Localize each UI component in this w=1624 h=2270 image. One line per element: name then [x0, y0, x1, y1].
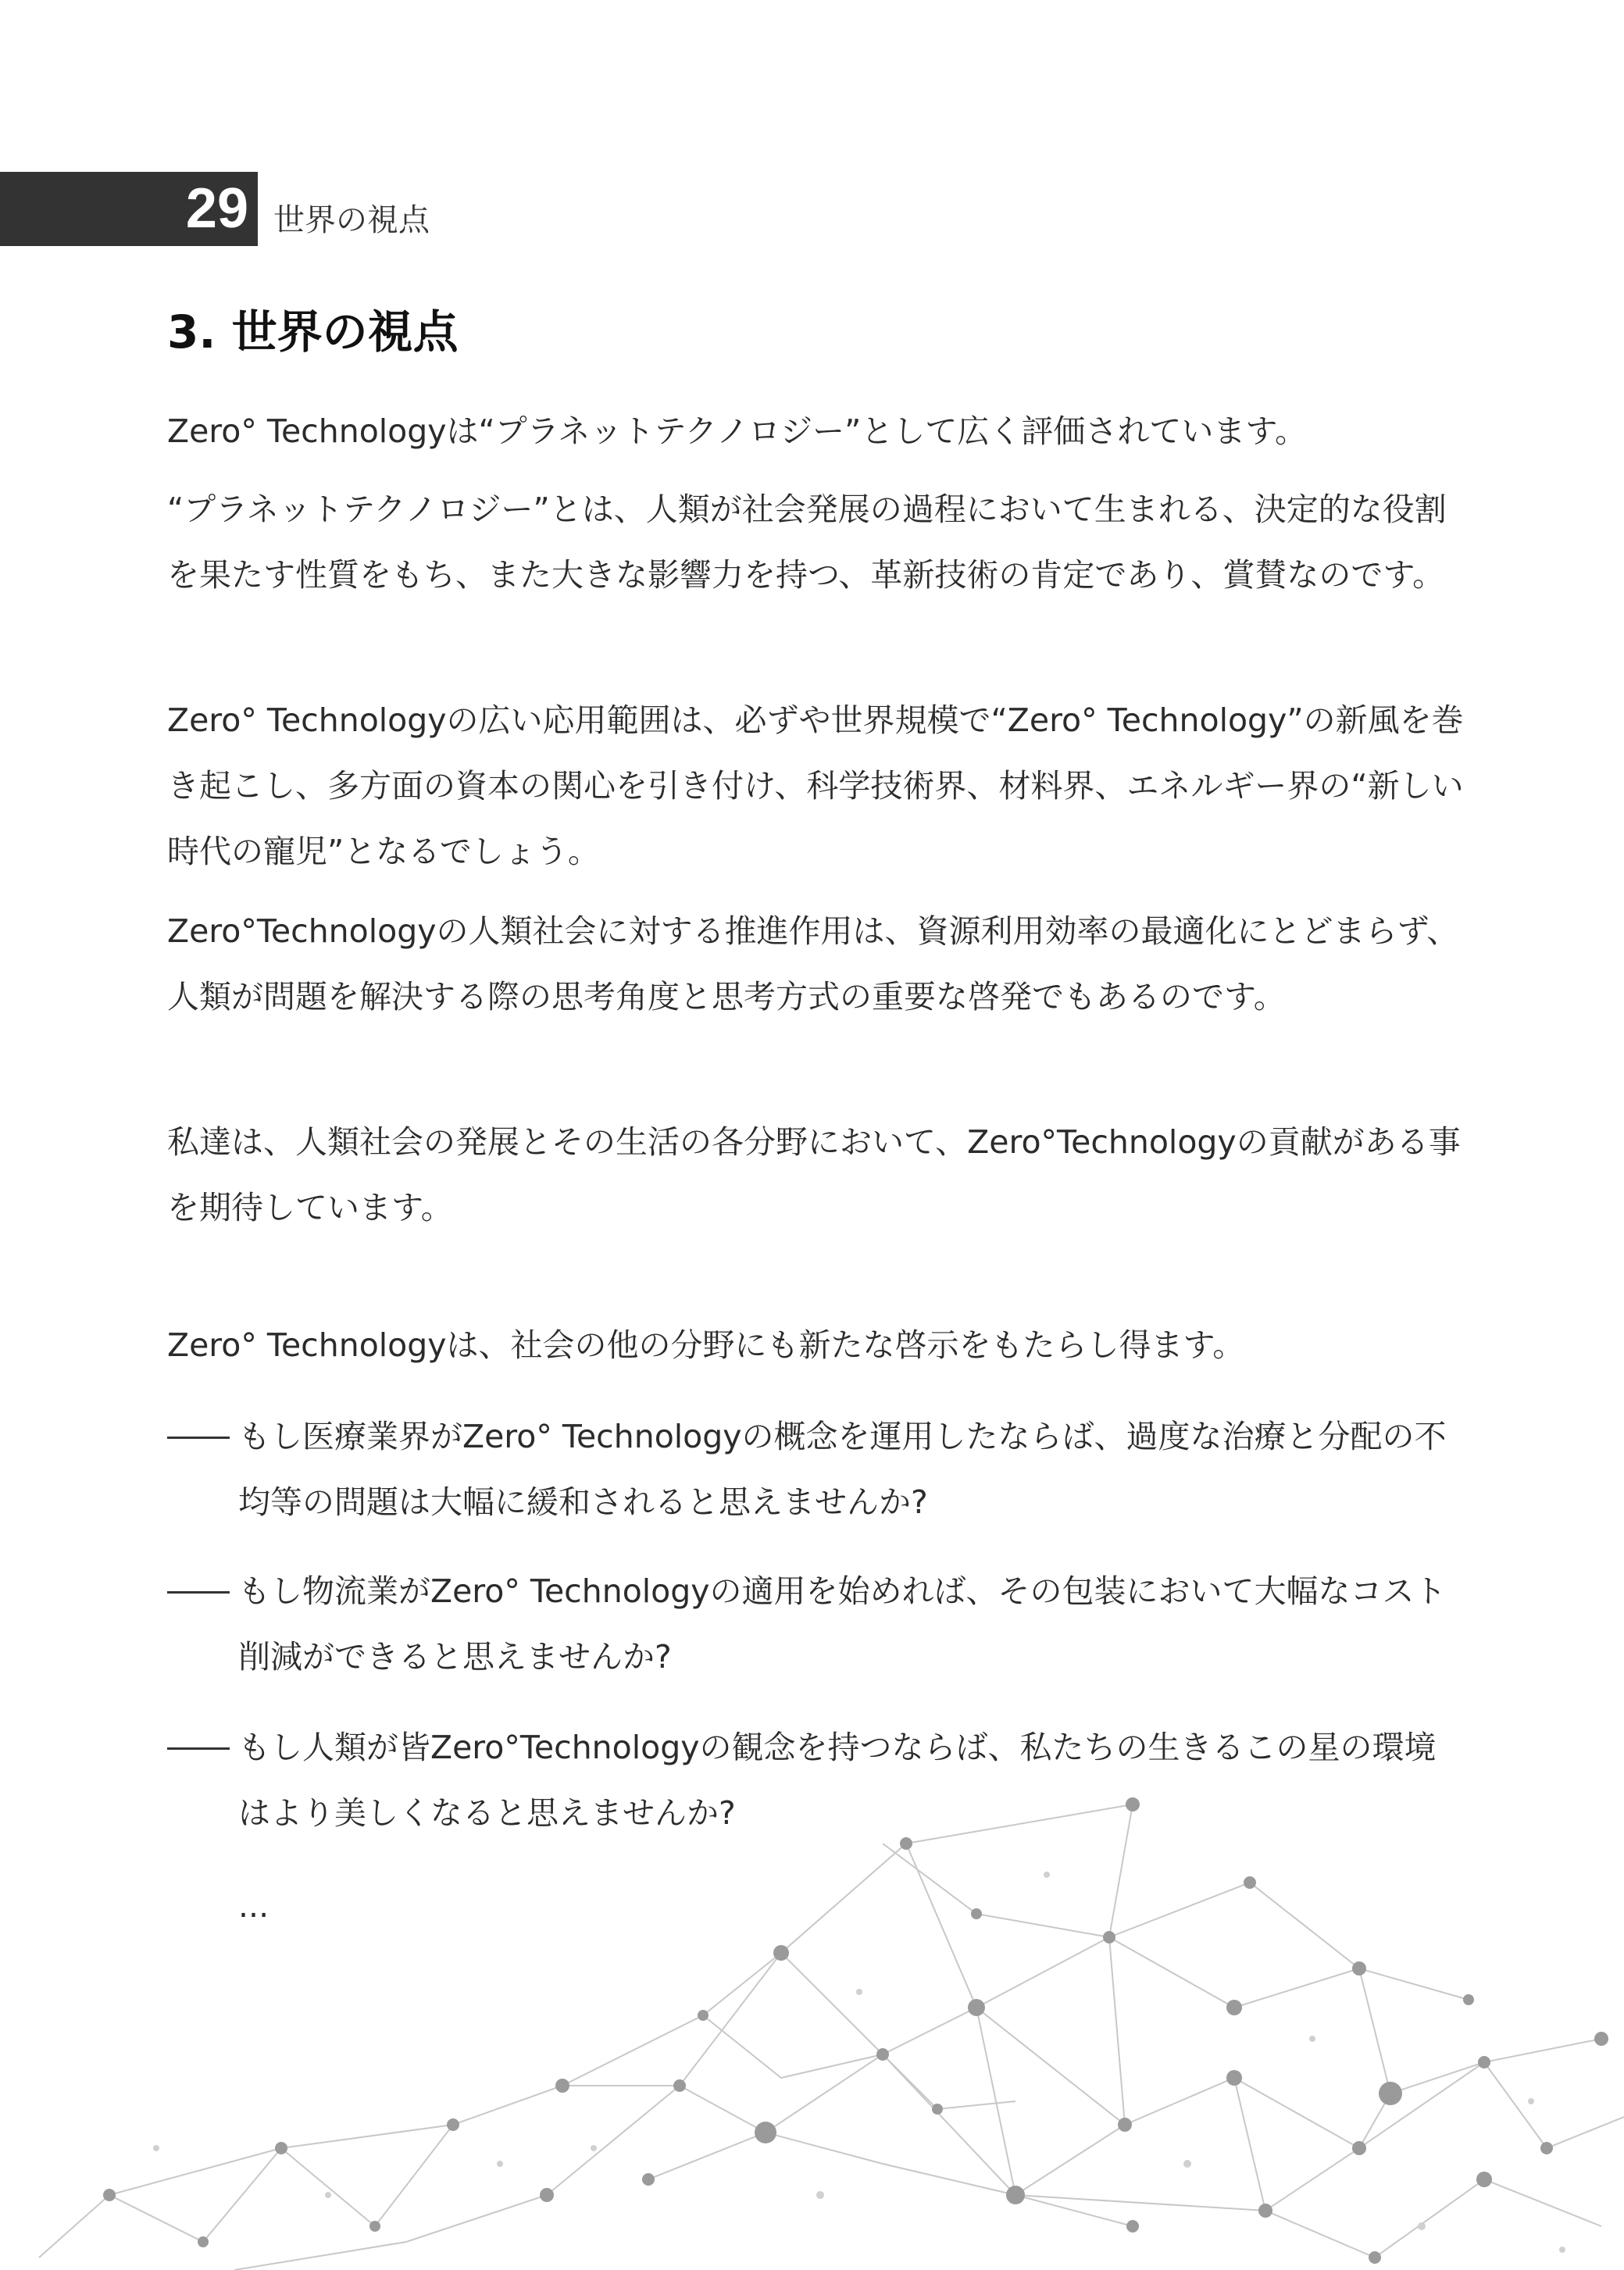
- paragraph-6: Zero° Technologyは、社会の他の分野にも新たな啓示をもたらし得ます。: [167, 1326, 1245, 1364]
- paragraph-3: Zero° Technologyの広い応用範囲は、必ずや世界規模で“Zero° Technology”の新風を巻き起こし、多方面の資本の関心を引き付け、科学技術界、材料界、エネルギー界の“新しい時代の寵児”となるでしょう。: [167, 701, 1464, 870]
- paragraph-2: “プラネットテクノロジー”とは、人類が社会発展の過程において生まれる、決定的な役割を果たす性質をもち、また大きな影響力を持つ、革新技術の肯定であり、賞賛なのです。: [167, 491, 1447, 594]
- paragraph-5: 私達は、人類社会の発展とその生活の各分野において、Zero°Technologyの貢献がある事を期待しています。: [167, 1123, 1461, 1226]
- list-dash: [167, 1437, 230, 1439]
- section-title: 3. 世界の視点: [167, 305, 459, 359]
- ellipsis: ...: [238, 1887, 269, 1925]
- list-item: もし医療業界がZero° Technologyの概念を運用したならば、過度な治療と分配の不均等の問題は大幅に緩和されると思えませんか?: [238, 1418, 1447, 1521]
- paragraph-4: Zero°Technologyの人類社会に対する推進作用は、資源利用効率の最適化にとどまらず、人類が問題を解決する際の思考角度と思考方式の重要な啓発でもあるのです。: [167, 912, 1459, 1015]
- network-background-decoration: [0, 1758, 1624, 2270]
- page-number: 29: [185, 177, 248, 240]
- header-title: 世界の視点: [273, 202, 430, 238]
- list-dash: [167, 1747, 230, 1750]
- paragraph-1: Zero° Technologyは“プラネットテクノロジー”として広く評価されています。: [167, 412, 1308, 450]
- list-dash: [167, 1591, 230, 1594]
- list-item: もし人類が皆Zero°Technologyの観念を持つならば、私たちの生きるこの星の環境はより美しくなると思えませんか?: [238, 1729, 1437, 1832]
- list-item: もし物流業がZero° Technologyの適用を始めれば、その包装において大幅なコスト削減ができると思えませんか?: [238, 1572, 1447, 1676]
